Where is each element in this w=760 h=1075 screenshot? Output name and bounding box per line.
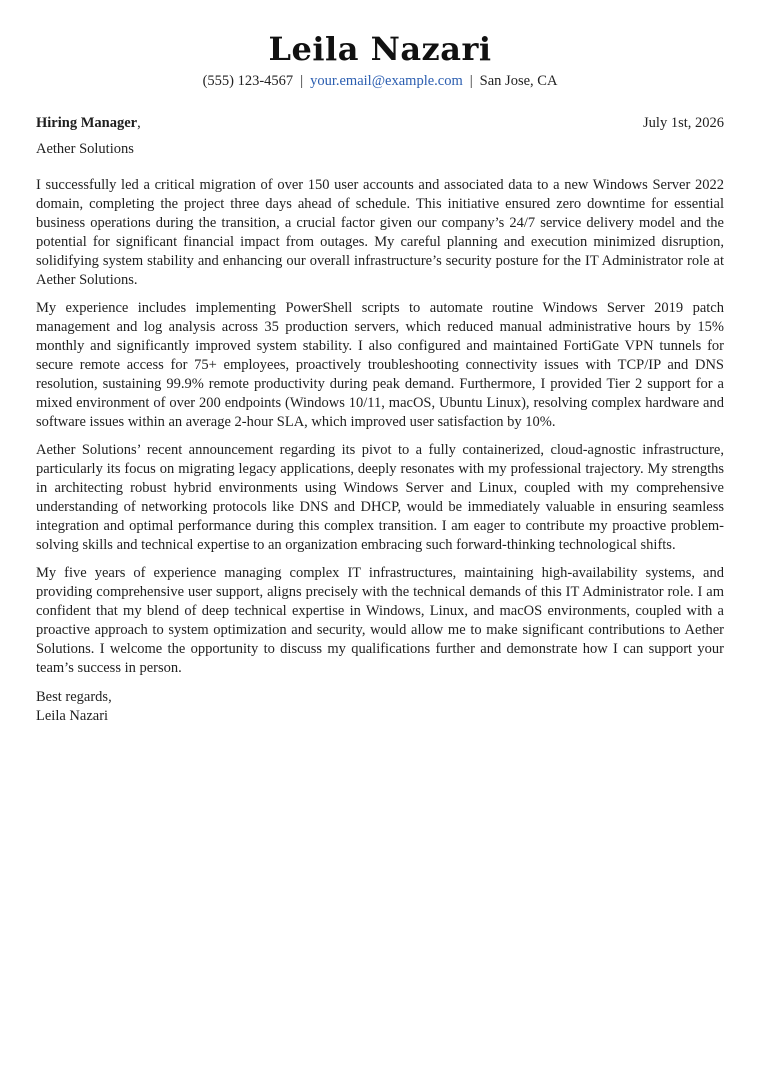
recipient-company: Aether Solutions bbox=[36, 141, 134, 157]
body-paragraph: My five years of experience managing complex IT infrastructures, maintaining high-availability systems, and providing comprehensive user support, aligns precisely with the technical demands of this IT Administrator role. I am confident that my blend of deep technical expertise in Windows, Linux, and macOS environments, coupled with a proactive approach to system optimization and security, would allow me to make significant contributions to Aether Solutions. I welcome the opportunity to discuss my qualifications further and demonstrate how I can support your team’s success in person. bbox=[36, 565, 724, 676]
letter-date: July 1st, 2026 bbox=[643, 115, 724, 131]
contact-separator: | bbox=[469, 73, 473, 89]
signature: Leila Nazari bbox=[36, 708, 109, 724]
recipient-punct: , bbox=[137, 115, 141, 131]
letter-body bbox=[36, 176, 724, 678]
signoff: Best regards, bbox=[36, 689, 112, 705]
applicant-name: Leila Nazari bbox=[268, 30, 492, 68]
phone-number: (555) 123-4567 bbox=[202, 73, 294, 89]
body-paragraph: My experience includes implementing PowerShell scripts to automate routine Windows Server 2019 patch management and log analysis across 35 production servers, which reduced manual administrative hours by 15% monthly and significantly improved system stability. I also configured and maintained FortiGate VPN tunnels for secure remote access for 75+ employees, proactively troubleshooting connectivity issues with TCP/IP and DNS resolution, sustaining 99.9% remote productivity during peak demand. Furthermore, I provided Tier 2 support for a mixed environment of over 200 endpoints (Windows 10/11, macOS, Ubuntu Linux), resolving complex hardware and software issues within an average 2-hour SLA, which improved user satisfaction by 10%. bbox=[36, 300, 724, 430]
recipient-salutation: Hiring Manager bbox=[36, 115, 138, 131]
body-paragraph: Aether Solutions’ recent announcement regarding its pivot to a fully containerized, cloud-agnostic infrastructure, particularly its focus on migrating legacy applications, deeply resonates with my professional trajectory. My strengths in architecting robust hybrid environments using Windows Server and Linux, coupled with my comprehensive understanding of networking protocols like DNS and DHCP, would be immediately valuable in ensuring seamless integration and optimal performance during this complex transition. I am eager to contribute my proactive problem-solving skills and technical expertise to an organization embracing such forward-thinking technological shifts. bbox=[36, 442, 724, 553]
recipient-date-row bbox=[36, 114, 724, 132]
location: San Jose, CA bbox=[479, 73, 558, 89]
recipient-line bbox=[36, 114, 141, 132]
body-paragraph: I successfully led a critical migration of over 150 user accounts and associated data to a new Windows Server 2022 domain, completing the project three days ahead of schedule. This initiative ensured zero downtime for essential business operations during the transition, a crucial factor given our company’s 24/7 service delivery model and the potential for significant financial impact from outages. My careful planning and execution minimized disruption, solidifying system stability and enhancing our overall infrastructure’s security posture for the IT Administrator role at Aether Solutions. bbox=[36, 177, 724, 288]
contact-separator: | bbox=[300, 73, 304, 89]
letter-closing bbox=[36, 688, 724, 726]
email-link[interactable]: your.email@example.com bbox=[310, 73, 463, 89]
contact-line bbox=[36, 72, 724, 90]
